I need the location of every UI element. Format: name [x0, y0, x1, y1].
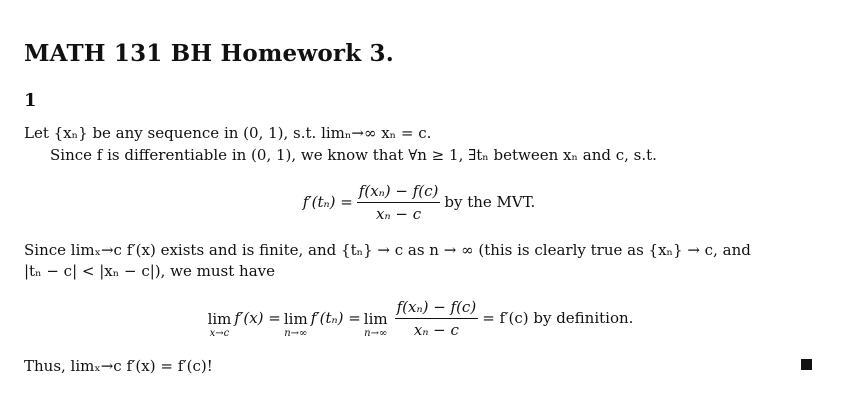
equation-limit-denominator: xₙ − c [413, 320, 459, 339]
paragraph-line-5: Thus, limₓ→c f′(x) = f′(c)! [24, 357, 213, 375]
equation-limit-fraction [395, 298, 479, 339]
section-heading: 1 [24, 90, 37, 111]
limit-operator-n-2 [364, 310, 388, 339]
paragraph-line-3: Since limₓ→c f′(x) exists and is finite, and {tₙ} → c as n → ∞ (this is clearly true as {xₙ} → c, and [24, 241, 751, 259]
equation-limit-suffix: = f′(c) by definition. [482, 309, 634, 327]
equation-limit-term1: f′(x) = [234, 309, 281, 327]
paragraph-line-2: Since f is differentiable in (0, 1), we know that ∀n ≥ 1, ∃tₙ between xₙ and c, s.t. [50, 146, 657, 164]
limit-n-2-label: lim [363, 309, 388, 328]
limit-n-1-label: lim [283, 309, 308, 328]
paragraph-line-4: |tₙ − c| < |xₙ − c|), we must have [24, 262, 276, 280]
equation-limit-term2: f′(tₙ) = [310, 309, 361, 327]
limit-n-1-subscript: n→∞ [284, 327, 308, 339]
limit-operator-x [208, 310, 232, 339]
qed-square-icon [801, 359, 812, 370]
equation-mvt [24, 180, 814, 224]
paragraph-line-1: Let {xₙ} be any sequence in (0, 1), s.t. limₙ→∞ xₙ = c. [24, 124, 432, 142]
equation-mvt-lhs: f′(tₙ) = [302, 193, 353, 211]
limit-x-label: lim [207, 309, 232, 328]
equation-mvt-fraction [357, 182, 441, 223]
equation-limit [24, 295, 814, 341]
page-title: MATH 131 BH Homework 3. [24, 40, 394, 67]
equation-mvt-numerator: f(xₙ) − f(c) [357, 182, 441, 203]
equation-limit-numerator: f(xₙ) − f(c) [395, 298, 479, 319]
document-page [24, 0, 814, 401]
limit-x-subscript: x→c [209, 327, 230, 339]
equation-mvt-denominator: xₙ − c [376, 204, 422, 223]
equation-mvt-suffix: by the MVT. [444, 193, 536, 211]
limit-n-2-subscript: n→∞ [364, 327, 388, 339]
limit-operator-n-1 [284, 310, 308, 339]
